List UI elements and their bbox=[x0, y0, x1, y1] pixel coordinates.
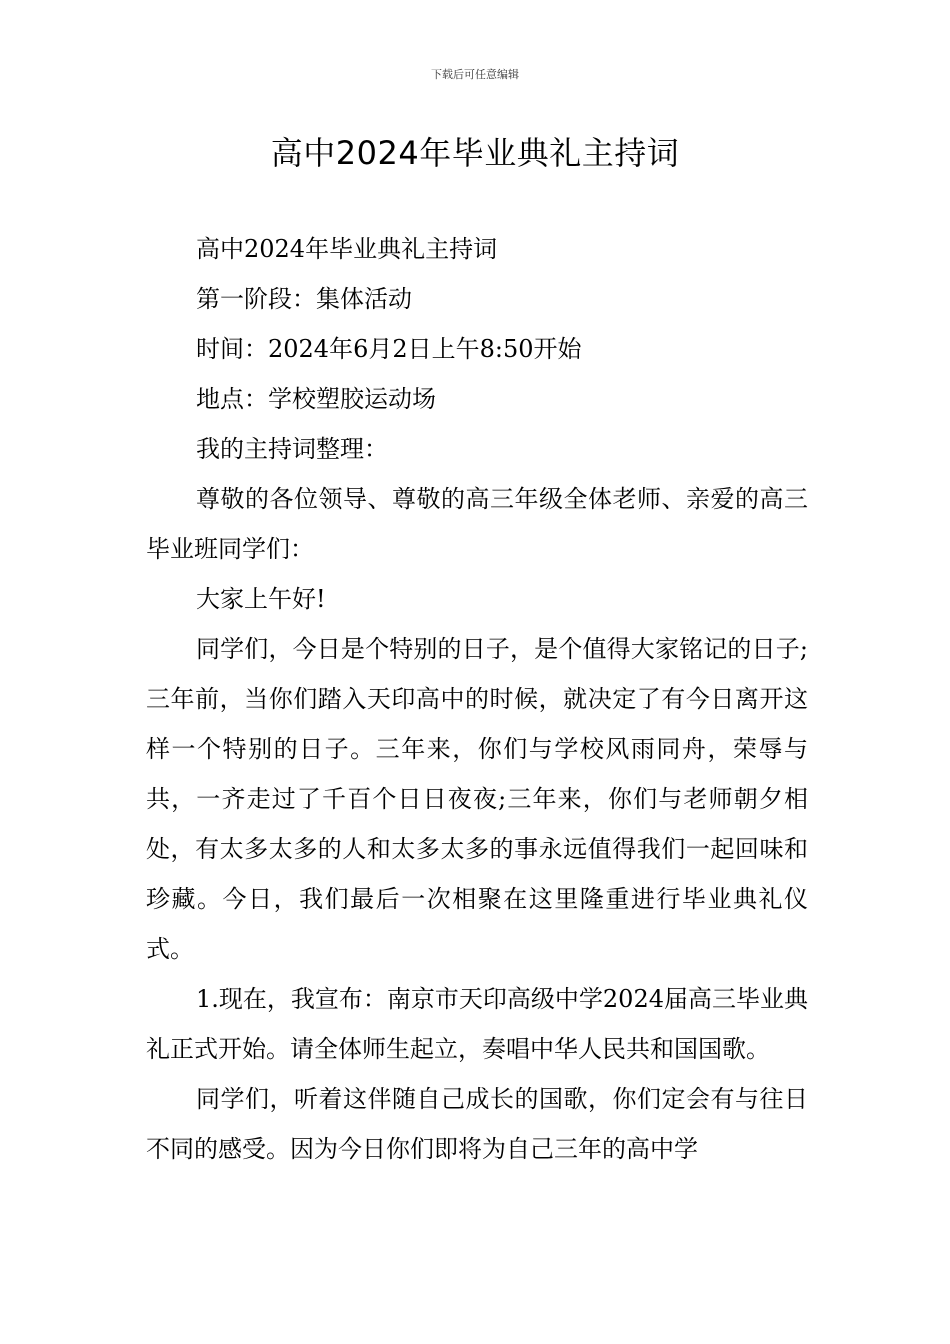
paragraph-anthem-reflection: 同学们，听着这伴随自己成长的国歌，你们定会有与往日不同的感受。因为今日你们即将为自己三年的高中学 bbox=[146, 1085, 808, 1163]
paragraph-time: 时间：2024年6月2日上午8:50开始 bbox=[196, 335, 582, 363]
paragraph-greeting: 大家上午好! bbox=[196, 585, 326, 613]
document-body bbox=[146, 224, 808, 1174]
paragraph-location: 地点：学校塑胶运动场 bbox=[196, 385, 436, 413]
paragraph-salutation: 尊敬的各位领导、尊敬的高三年级全体老师、亲爱的高三毕业班同学们： bbox=[146, 485, 808, 563]
paragraph-announcement: 1.现在，我宣布：南京市天印高级中学2024届高三毕业典礼正式开始。请全体师生起立，奏唱中华人民共和国国歌。 bbox=[146, 985, 808, 1063]
paragraph-stage: 第一阶段：集体活动 bbox=[196, 285, 412, 313]
header-note: 下载后可任意编辑 bbox=[431, 68, 519, 81]
paragraph-script-intro: 我的主持词整理： bbox=[196, 435, 388, 463]
document-title: 高中2024年毕业典礼主持词 bbox=[270, 134, 680, 172]
paragraph-subtitle: 高中2024年毕业典礼主持词 bbox=[196, 235, 498, 263]
paragraph-opening-speech: 同学们，今日是个特别的日子，是个值得大家铭记的日子;三年前，当你们踏入天印高中的时候，就决定了有今日离开这样一个特别的日子。三年来，你们与学校风雨同舟，荣辱与共，一齐走过了千百个日日夜夜;三年来，你们与老师朝夕相处，有太多太多的人和太多太多的事永远值得我们一起回味和珍藏。今日，我们最后一次相聚在这里隆重进行毕业典礼仪式。 bbox=[146, 635, 808, 963]
